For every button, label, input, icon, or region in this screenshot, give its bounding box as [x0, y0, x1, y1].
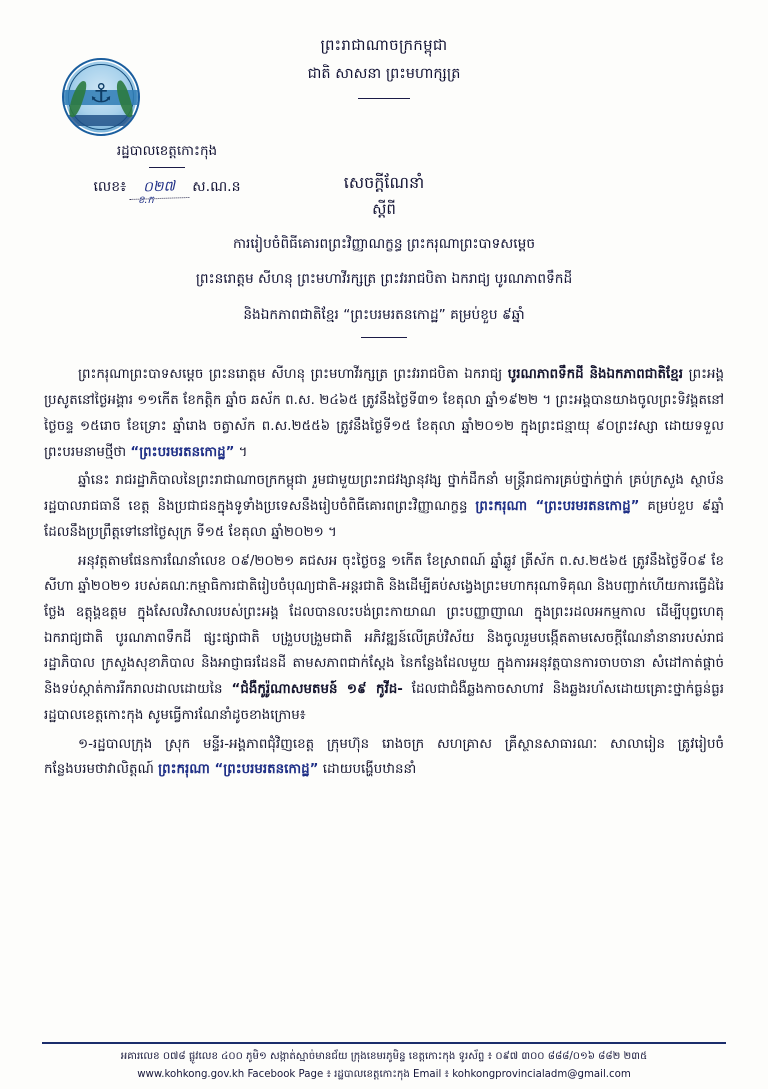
national-motto: ជាតិ សាសនា ព្រះមហាក្សត្រ: [307, 65, 461, 82]
issuer-block: [42, 142, 292, 207]
body-text: អនុវត្តតាមផែនការណែនាំលេខ ០៩/២០២១ គជសអ ចុះថ្ងៃចន្ទ ១កើត ខែស្រាពណ៍ ឆ្នាំឆ្លូវ ត្រីស័ក ព.ស.២៥៦៥ ត្រូវនឹងថ្ងៃទី០៩ ខែសីហា ឆ្នាំ២០២១ របស់គណៈកម្មាធិការជាតិរៀបចំបុណ្យជាតិ-អន្តរជាតិ និងដើម្បីគប់សង្វេងព្រះមហាករុណាទិគុណ និងបញ្ជាក់ហើយការធ្វើដំរៃថ្លែង ឧត្តុង្គឧត្តម ក្នុងសែលវិសាលរបស់ព្រះអង្គ ដែលបានលះបង់ព្រះកាយាណ ព្រះបញ្ញាញាណ ក្នុងព្រះរដលអកម្មកាល ដើម្បីបុព្វហេតុឯករាជ្យជាតិ បូរណភាពទឹកដី ផ្សះផ្សាជាតិ បង្រួបបង្រួមជាតិ អភិវឌ្ឍន៍លើគ្រប់វិស័យ និងចូលរួមបង្កើតតាមសេចក្តីណែនាំនានារបស់រាជរដ្ឋាភិបាល ក្រសួងសុខាភិបាល និងអាជ្ញាធរដែនដី តាមសភាពជាក់ស្តែង នៃកន្លែងដែលមួយ ក្នុងការអនុវត្តបានការចាបចានា សំដៅកាត់ផ្តាច់ និងទប់ស្កាត់ការរីករាលដាលដោយនៃ: [44, 553, 724, 698]
header-divider: [358, 98, 410, 99]
footer-contact-row: [30, 1067, 738, 1083]
body-text: ឆ្នាំនេះ រាជរដ្ឋាភិបាលនៃព្រះរាជាណាចក្រកម្ពុជា រួមជាមួយព្រះរាជវង្សានុវង្ស ថ្នាក់ដឹកនាំ មន្ត្រីរាជការគ្រប់ថ្នាក់ថ្នាក់ គ្រប់ក្រសួង ស្ថាប័ន រដ្ឋបាលរាជធានី ខេត្ត និងប្រជាជនក្នុងទូទាំងប្រទេសនឹងរៀបចំពិធីគោរពព្រះវិញ្ញាណក្ខន្ធ: [44, 473, 724, 515]
body-text: ។: [234, 444, 248, 460]
footer-email: Email ៖ kohkongprovincialadm@gmail.com: [413, 1068, 631, 1080]
body-paragraph: [44, 468, 724, 545]
body-text: បូរណភាពទឹកដី និងឯកភាពជាតិខ្មែរ: [507, 367, 684, 383]
body-text: “ជំងឺកូរ៉ូណាសមតមន៍ ១៩ កូវីដ-: [231, 682, 403, 698]
kingdom-title: ព្រះរាជាណាចក្រកម្ពុជា: [320, 36, 448, 54]
footer-divider: [42, 1042, 726, 1044]
document-body: [0, 362, 768, 783]
body-text: គម្រប់ខួប ៩ឆ្នាំ ដែលនឹងប្រព្រឹត្តទៅនៅថ្ងៃសុក្រ ទី១៥ ខែតុលា ឆ្នាំ២០២១ ។: [44, 499, 724, 540]
highlighted-text: ព្រះករុណា “ព្រះបរមរតនកោដ្ឋ”: [475, 499, 640, 515]
body-text: ដែលជាជំងឺឆ្លងកាចសាហាវ និងឆ្លងរហ័សដោយគ្រោះថ្នាក់ធ្ងន់ធ្ងរ រដ្ឋបាលខេត្តកោះកុង សូមធ្វើការណែនាំដូចខាងក្រោម៖: [44, 682, 724, 723]
document-title: សេចក្តីណែនាំ: [343, 173, 425, 193]
highlighted-text: “ព្រះបរមរតនកោដ្ឋ”: [130, 444, 235, 460]
document-number-subscript: ខ.ក: [138, 195, 154, 207]
document-subject-line-1: ការរៀបចំពិធីគោរពព្រះវិញ្ញាណក្ខន្ធ ព្រះករុណាព្រះបាទសម្តេច: [232, 236, 536, 253]
body-text: ព្រះអង្គប្រសូតនៅថ្ងៃអង្គារ ១១កើត ខែកត្តិក ឆ្នាំច ឆស័ក ព.ស. ២៤៦៥ ត្រូវនឹងថ្ងៃទី៣១ ខែតុលា ឆ្នាំ១៩២២ ។ ព្រះអង្គបានយាងចូលព្រះទិវង្គតនៅថ្ងៃចន្ទ ១៥រោច ខែទ្រោះ ឆ្នាំរោង ចត្វាស័ក ព.ស.២៥៥៦ ត្រូវនឹងថ្ងៃទី១៥ ខែតុលា ឆ្នាំ២០១២ ក្នុងព្រះជន្មាយុ ៩០ព្រះវស្សា ដោយទទួលព្រះបរមនាមថ្មីថា: [44, 367, 724, 460]
footer-website-link[interactable]: www.kohkong.gov.kh: [137, 1068, 245, 1080]
document-subject-line-3: និងឯកភាពជាតិខ្មែរ “ព្រះបរមរតនកោដ្ឋ” គម្រប់ខួប ៩ឆ្នាំ: [243, 306, 525, 323]
body-paragraph: [44, 732, 724, 783]
body-text: ព្រះករុណាព្រះបាទសម្តេច ព្រះនរោត្តម សីហនុ ព្រះមហាវីរក្សត្រ ព្រះវររាជបិតា ឯករាជ្យ: [78, 367, 508, 383]
body-paragraph: [44, 549, 724, 729]
document-number-suffix: ស.ណ.ន: [192, 179, 241, 196]
issuer-name: រដ្ឋបាលខេត្តកោះកុង: [116, 143, 218, 159]
footer-address: អគារលេខ ០៧៨ ផ្លូវលេខ ៤០០ ភូមិ១ សង្កាត់ស្មាច់មានជ័យ ក្រុងខេមរភូមិន្ទ ខេត្តកោះកុង ទូរស័ព្ទ ៖ ០៩៧ ៣០០ ៨៨៨/០១៦ ៨៨២ ២៣៥: [120, 1051, 648, 1063]
highlighted-text: ព្រះករុណា “ព្រះបរមរតនកោដ្ឋ”: [158, 762, 319, 778]
document-subject-line-2: ព្រះនរោត្តម សីហនុ ព្រះមហាវីរក្សត្រ ព្រះវររាជបិតា ឯករាជ្យ បូរណភាពទឹកដី: [195, 271, 573, 288]
footer-facebook: Facebook Page ៖ រដ្ឋបាលខេត្តកោះកុង: [247, 1068, 410, 1080]
document-subtitle: ស្តីពី: [372, 200, 396, 219]
title-divider: [361, 337, 407, 338]
document-number-label: លេខ៖: [93, 179, 127, 196]
body-paragraph: [44, 362, 724, 465]
body-text: ១-រដ្ឋបាលក្រុង ស្រុក មន្ទីរ-អង្គភាពជុំវិញខេត្ត ក្រុមហ៊ុន រោងចក្រ សហគ្រាស គ្រឺស្ថានសាធារណៈ សាលារៀន ត្រូវរៀបចំកន្លែងបរមថាវាលិត្តណ៍: [44, 736, 724, 778]
body-text: ដោយបង្ហើបឋាននាំ: [318, 762, 417, 778]
seal-center-symbol: ⚓: [89, 79, 113, 110]
document-footer: [0, 1042, 768, 1083]
provincial-seal-icon: [62, 58, 140, 136]
issuer-divider: [149, 167, 185, 168]
document-number-value: ០២៧: [129, 176, 190, 200]
document-number-row: [42, 177, 292, 207]
